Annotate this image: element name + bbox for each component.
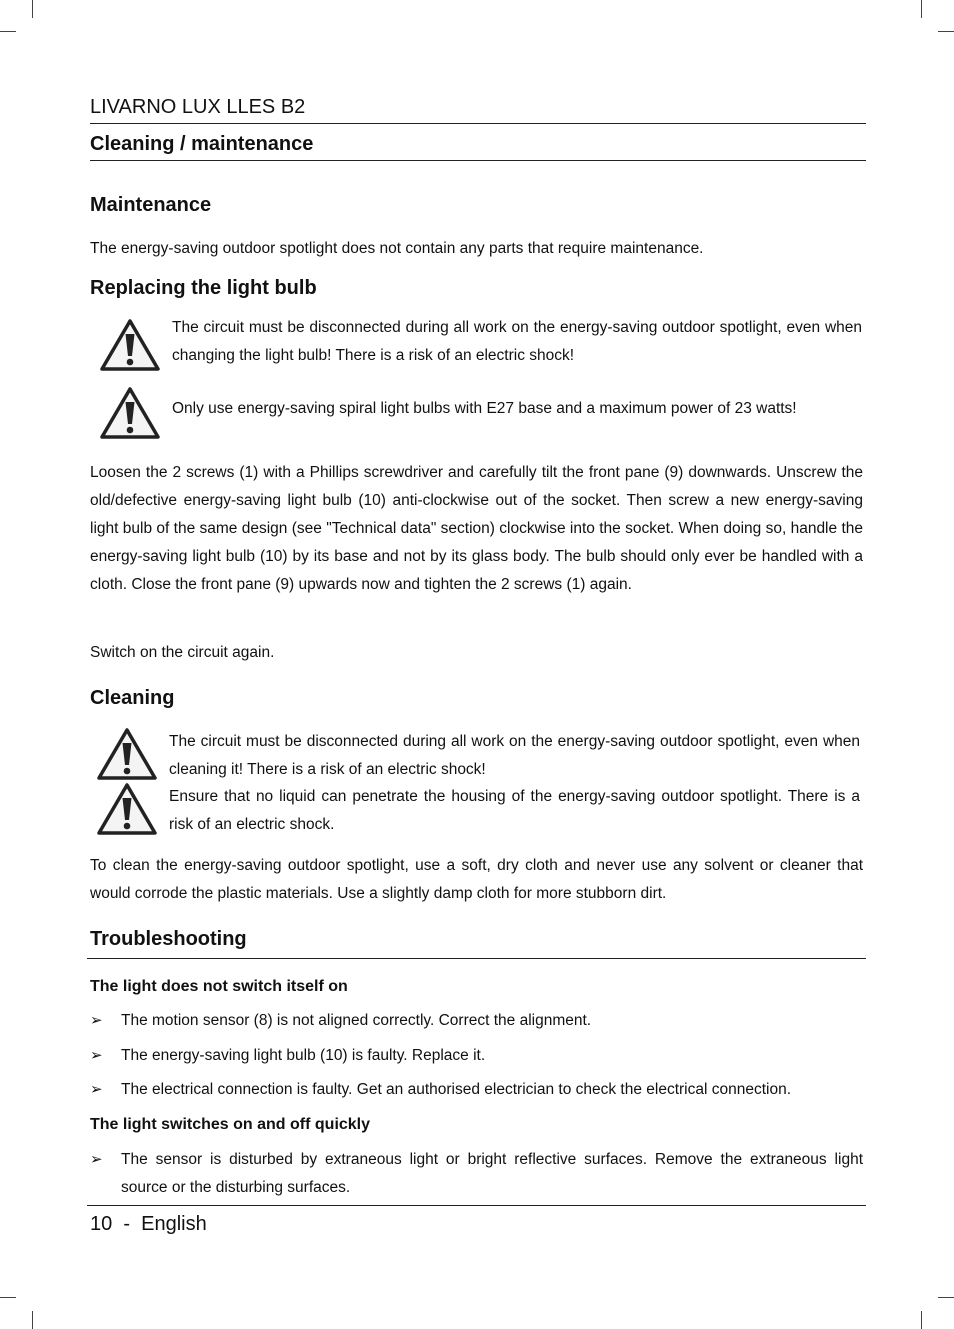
warning-icon — [97, 728, 157, 780]
maintenance-heading: Maintenance — [90, 194, 212, 216]
list-item — [90, 1076, 863, 1104]
list-item-text: The electrical connection is faulty. Get an authorised electrician to check the electrical connection. — [121, 1081, 792, 1098]
list-item-text: The energy-saving light bulb (10) is faulty. Replace it. — [121, 1047, 486, 1064]
page-footer: 10 - English — [90, 1213, 207, 1235]
crop-mark — [938, 31, 954, 32]
page-header: LIVARNO LUX LLES B2 — [90, 94, 866, 124]
divider — [87, 958, 866, 959]
crop-mark — [921, 1311, 922, 1329]
troubleshooting-heading: Troubleshooting — [90, 928, 247, 950]
problem-title: The light does not switch itself on — [90, 978, 348, 995]
list-item — [90, 1007, 863, 1035]
crop-mark — [0, 31, 16, 32]
maintenance-text: The energy-saving outdoor spotlight does not contain any parts that require maintenance. — [90, 240, 704, 257]
crop-mark — [921, 0, 922, 18]
warning-icon — [97, 783, 157, 835]
cleaning-heading: Cleaning — [90, 687, 175, 709]
list-item — [90, 1042, 863, 1070]
warning-icon — [100, 387, 160, 439]
crop-mark — [0, 1297, 16, 1298]
list-item-text: The sensor is disturbed by extraneous light or bright reflective surfaces. Remove the extraneous light source or the disturbing surfaces. — [121, 1151, 863, 1196]
replacing-warning-1: The circuit must be disconnected during all work on the energy-saving outdoor spotlight, even when changing the light bulb! There is a risk of an electric shock! — [172, 319, 862, 364]
arrow-bullet-icon: ➢ — [90, 1012, 103, 1029]
switch-on-text: Switch on the circuit again. — [90, 644, 275, 661]
cleaning-paragraph: To clean the energy-saving outdoor spotlight, use a soft, dry cloth and never use any solvent or cleaner that would corrode the plastic materials. Use a slightly damp cloth for more stubborn dirt. — [90, 857, 863, 902]
divider — [87, 1205, 866, 1206]
arrow-bullet-icon: ➢ — [90, 1047, 103, 1064]
warning-icon — [100, 319, 160, 371]
arrow-bullet-icon: ➢ — [90, 1151, 103, 1168]
crop-mark — [32, 1311, 33, 1329]
arrow-bullet-icon: ➢ — [90, 1081, 103, 1098]
section-title: Cleaning / maintenance — [90, 130, 866, 161]
cleaning-warning-2: Ensure that no liquid can penetrate the housing of the energy-saving outdoor spotlight. There is a risk of an electric shock. — [169, 788, 860, 833]
replacing-heading: Replacing the light bulb — [90, 277, 317, 299]
crop-mark — [32, 0, 33, 18]
problem-title: The light switches on and off quickly — [90, 1116, 371, 1133]
list-item-text: The motion sensor (8) is not aligned correctly. Correct the alignment. — [121, 1012, 592, 1029]
replacing-warning-2: Only use energy-saving spiral light bulbs with E27 base and a maximum power of 23 watts! — [172, 400, 797, 417]
replacing-paragraph: Loosen the 2 screws (1) with a Phillips screwdriver and carefully tilt the front pane (9) downwards. Unscrew the old/defective energy-saving light bulb (10) anti-clockwise out of the socket. Then screw a new energy-saving light bulb of the same design (see "Technical data" section) clockwise into the socket. When doing so, handle the energy-saving light bulb (10) by its base and not by its glass body. The bulb should only ever be handled with a cloth. Close the front pane (9) upwards now and tighten the 2 screws (1) again. — [90, 464, 863, 593]
cleaning-warning-1: The circuit must be disconnected during all work on the energy-saving outdoor spotlight, even when cleaning it! There is a risk of an electric shock! — [169, 733, 860, 778]
list-item — [90, 1146, 863, 1202]
crop-mark — [938, 1297, 954, 1298]
